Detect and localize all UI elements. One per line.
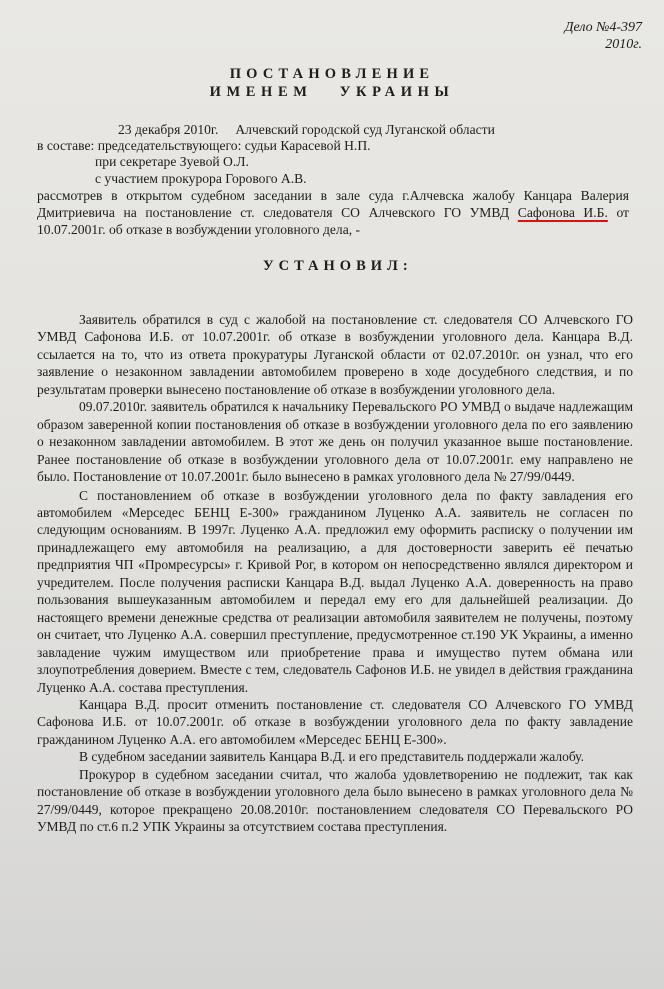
paragraph: Заявитель обратился в суд с жалобой на постановление ст. следователя СО Алчевского ГО УМВД Сафонова И.Б. от 10.07.2001г. об отказе в возбуждении уголовного дела. Канцара В.Д. ссылается на то, что из ответа прокуратуры Луганской области от 02.07.2010г. он узнал, что его заявление о незаконном завладении автомобилем проверено в ходе досудебного следствия, и по результатам проверки вынесено постановление об отказе в возбуждении уголовного дела. — [37, 312, 633, 397]
underlined-name: Сафонова И.Б. — [517, 205, 608, 220]
section-heading: УСТАНОВИЛ: — [263, 258, 413, 274]
document-title: ПОСТАНОВЛЕНИЕ — [229, 66, 435, 82]
intro-paragraph — [37, 187, 629, 238]
case-number-block — [565, 19, 642, 53]
intro-text: рассмотрев в открытом судебном заседании в зале суда г.Алчевска жалобу Канцара Валерия Дмитриевича на постановление ст. следователя СО Алчевского ГО УМВД — [37, 188, 629, 220]
prosecutor-line: с участием прокурора Горового А.В. — [95, 171, 307, 186]
judge-line: в составе: председательствующего: судьи Карасевой Н.П. — [37, 138, 371, 153]
intro-tail: от 10.07.2001г. об отказе в возбуждении уголовного дела, - — [37, 205, 630, 237]
document-subtitle: ИМЕНЕМ УКРАИНЫ — [209, 84, 455, 100]
document-body — [37, 311, 633, 836]
case-year: 2010г. — [605, 37, 642, 52]
paragraph: 09.07.2010г. заявитель обратился к начальнику Перевальского РО УМВД о выдаче надлежащим образом заверенной копии постановления об отказе в возбуждении уголовного дела по его заявлению о незаконном завладении автомобилем. В этот же день он получил указанное выше постановление. Ранее постановление об отказе в возбуждении уголовного дела от 10.07.2001г. ему направлено не было. Постановление от 10.07.2001г. было вынесено в рамках уголовного дела № 27/99/0449. — [37, 399, 633, 485]
paragraph: Прокурор в судебном заседании считал, что жалоба удовлетворению не подлежит, так как постановление об отказе в возбуждении уголовного дела было вынесено в рамках уголовного дела № 27/99/0449, которое прекращено 20.08.2010г. постановлением следователя СО Перевальского РО УМВД по ст.6 п.2 УПК Украины за отсутствием состава преступления. — [37, 766, 633, 835]
paragraph: Канцара В.Д. просит отменить постановление ст. следователя СО Алчевского ГО УМВД Сафонова И.Б. от 10.07.2001г. об отказе в возбуждении уголовного дела по факту завладение гражданином Луценко А.А. его автомобилем «Мерседес БЕНЦ Е-300». — [37, 696, 633, 747]
case-number: Дело №4-397 — [564, 20, 642, 35]
secretary-line: при секретаре Зуевой О.Л. — [95, 154, 249, 169]
date-court-line: 23 декабря 2010г. Алчевский городской суд Луганской области — [118, 122, 495, 137]
paragraph: С постановлением об отказе в возбуждении уголовного дела по факту завладения его автомобилем «Мерседес БЕНЦ Е-300» гражданином Луценко А.А. заявитель не согласен по следующим основаниям. В 1997г. Луценко А.А. предложил ему оформить расписку о получении им принадлежащего ему автомобиля на реализацию, а для достоверности заверить её печатью предприятия ЧП «Промресурсы» г. Кривой Рог, в котором он непосредственно являлся директором и учредителем. После получения расписки Канцара В.Д. выдал Луценко А.А. доверенность на право пользования вышеуказанным автомобилем и передал ему его для дальнейшей реализации. До настоящего времени денежные средства от реализации автомобиля заявителем не получены, поэтому он считает, что Луценко А.А. совершил преступление, предусмотренное ст.190 УК Украины, а именно завладение чужим имуществом или приобретение права и имущество путем обмана или злоупотребления доверием. Вместе с тем, следователь Сафонов И.Б. не увидел в действия гражданина Луценко А.А. состава преступления. — [37, 487, 633, 695]
paragraph: В судебном заседании заявитель Канцара В.Д. и его представитель поддержали жалобу. — [79, 749, 584, 765]
